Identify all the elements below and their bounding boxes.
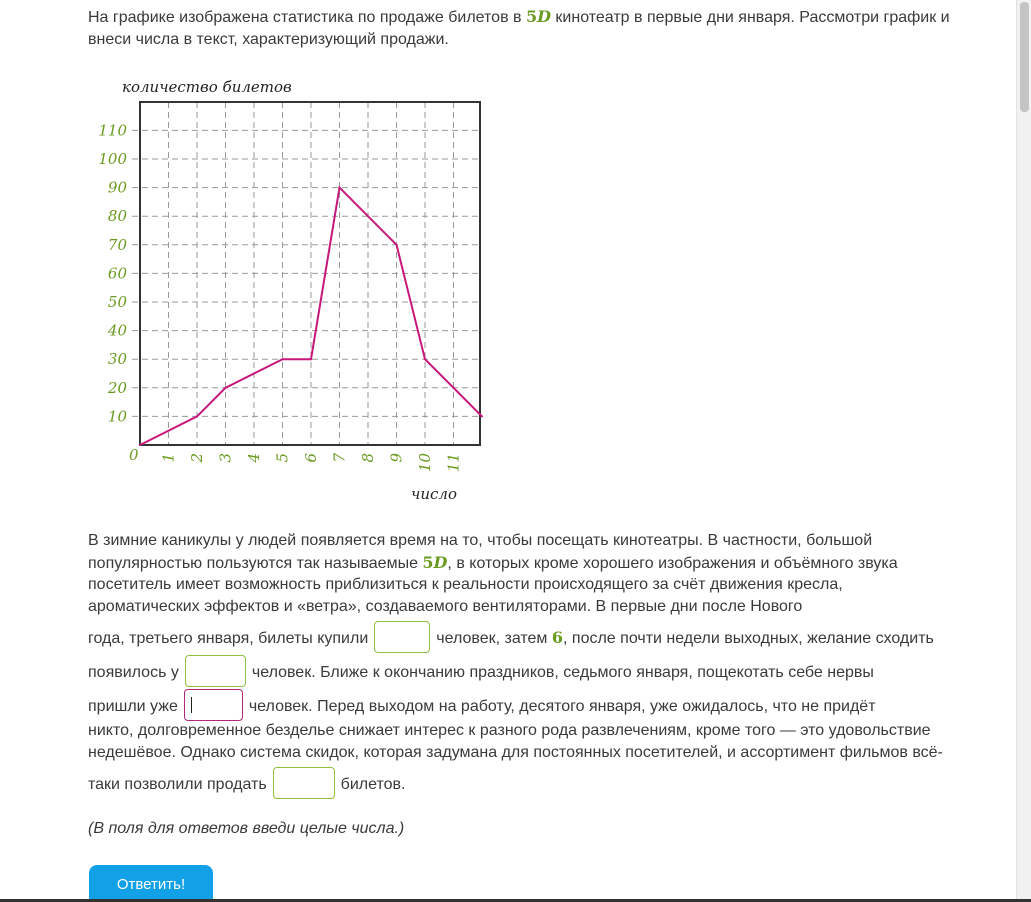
submit-button[interactable]: Ответить! [89,865,213,902]
y-tick-label: 50 [107,293,127,311]
data-point [282,358,284,360]
answer-hint: (В поля для ответов введи целые числа.) [88,820,405,837]
y-tick-label: 20 [107,378,127,397]
chart-ticks [98,121,462,472]
math-5d-inline: 5D [422,553,448,572]
scrollbar-thumb[interactable] [1020,2,1029,112]
text-caret [191,697,192,713]
y-tick-label: 100 [98,150,127,168]
x-tick-label: 5 [273,453,292,463]
answer-input-jan7[interactable] [184,689,243,721]
data-point [139,444,141,446]
story-line-7: пришли уже человек. Перед выходом на работу, десятого января, уже ожидалось, что не придёт [88,691,876,723]
y-tick-label: 40 [107,321,127,340]
data-point [396,244,398,246]
x-tick-label: 4 [245,453,263,463]
answer-input-jan6[interactable] [185,655,246,687]
x-tick-label: 11 [444,453,463,473]
y-tick-label: 110 [98,121,127,140]
x-tick-label: 3 [216,453,235,463]
story-line-3: посетитель имеет возможность приблизиться к реальности происходящего за счёт движения кресла, [88,576,843,593]
y-tick-label: 90 [107,178,127,197]
data-point [196,415,198,417]
y-tick-label: 10 [107,407,127,426]
intro-text-2: кинотеатр в первые дни января. Рассмотри график и внеси числа в текст, характеризующий продажи. [88,9,950,48]
task-intro [88,6,988,51]
scrollbar[interactable] [1016,0,1031,902]
math-6: 6 [551,628,564,648]
ticket-sales-chart [82,72,502,512]
x-axis-label: число [411,485,457,503]
x-tick-label: 1 [159,453,178,463]
data-point [424,358,426,360]
story-line-9: недешёвое. Однако система скидок, которая задумана для постоянных посетителей, и ассортимент фильмов всё- [88,744,943,761]
y-tick-label: 70 [107,235,127,254]
y-tick-label: 80 [107,207,127,226]
x-tick-label: 9 [387,453,406,463]
origin-label: 0 [129,446,139,464]
answer-input-jan3[interactable] [374,621,430,653]
plot-frame [140,102,480,445]
y-tick-label: 60 [107,264,127,283]
y-axis-label: количество билетов [122,78,292,96]
data-point [310,358,312,360]
story-line-5: года, третьего января, билеты купили человек, затем 6, после почти недели выходных, желание сходить [88,623,934,655]
story-line-1: В зимние каникулы у людей появляется время на то, чтобы посещать кинотеатры. В частности, большой [88,532,873,549]
x-tick-label: 6 [302,453,320,463]
data-point [481,415,483,417]
intro-text-1: На графике изображена статистика по продаже билетов в [88,9,526,26]
math-5d: 5D [525,7,551,26]
story-line-8: никто, долговременное безделье снижает интерес к разного рода развлечениям, кроме того — это удовольствие [88,722,931,739]
x-tick-label: 7 [330,453,349,463]
x-tick-label: 10 [416,453,434,473]
story-line-6: появилось у человек. Ближе к окончанию праздников, седьмого января, пощекотать себе нервы [88,657,874,689]
answer-input-total[interactable] [273,767,335,799]
story-line-4: ароматических эффектов и «ветра», создаваемого вентиляторами. В первые дни после Нового [88,598,803,615]
story-line-10: таки позволили продать билетов. [88,769,405,801]
x-tick-label: 8 [359,453,377,463]
data-point [225,387,227,389]
chart-grid [132,102,480,445]
story-line-2: популярностью пользуются так называемые 5D, в которых кроме хорошего изображения и объёмного звука [88,553,898,572]
data-point [339,187,341,189]
y-tick-label: 30 [107,350,127,369]
x-tick-label: 2 [188,453,206,463]
